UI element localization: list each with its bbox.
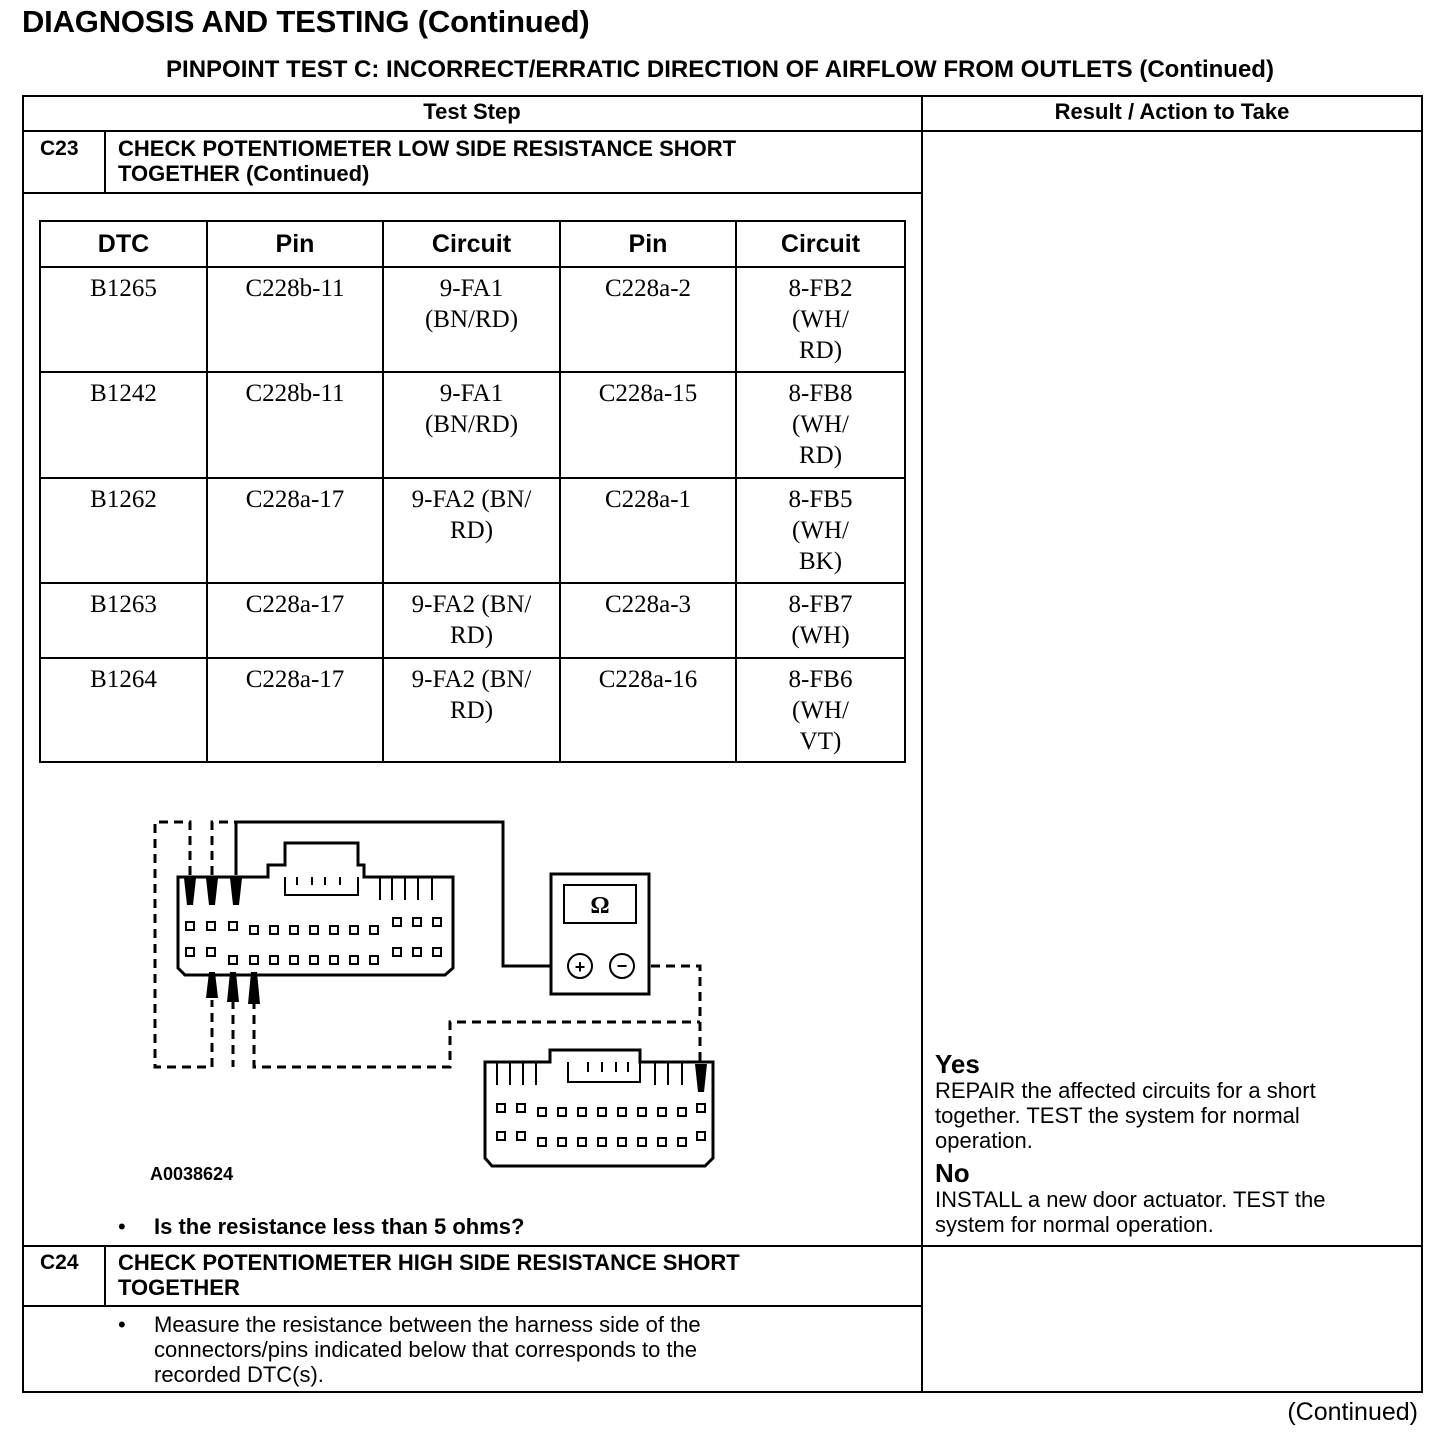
cell-line: B1265 — [90, 275, 157, 302]
c24-instruction — [154, 1312, 701, 1387]
frame-left — [22, 95, 24, 1393]
c23-bullet: • — [118, 1214, 126, 1239]
cell-circuit-a — [383, 372, 560, 478]
c24-top — [22, 1245, 1423, 1247]
cell-dtc — [40, 267, 207, 372]
c23-id-divider — [104, 130, 106, 193]
continued-footer: (Continued) — [1287, 1398, 1418, 1426]
cell-line: 8-FB8 — [788, 380, 853, 407]
cell-pin-a — [207, 478, 383, 583]
page-subtitle: PINPOINT TEST C: INCORRECT/ERRATIC DIRECTION OF AIRFLOW FROM OUTLETS (Continued) — [166, 56, 1274, 83]
c23-result — [935, 1050, 1326, 1237]
yes-line3: operation. — [935, 1128, 1033, 1153]
cell-circuit-a — [383, 583, 560, 658]
cell-circuit-b — [736, 372, 905, 478]
table-row — [40, 478, 905, 583]
frame-header-bottom — [22, 130, 1423, 132]
cell-line: 8-FB7 — [788, 591, 853, 618]
cell-dtc — [40, 658, 207, 762]
c23-title-bottom — [22, 192, 923, 194]
cell-line: C228a-17 — [245, 486, 345, 513]
cell-line: C228b-11 — [245, 380, 345, 407]
cell-dtc — [40, 478, 207, 583]
column-divider — [921, 95, 923, 1393]
col-header-circuit-a: Circuit — [383, 221, 560, 267]
cell-line: B1242 — [90, 380, 157, 407]
cell-line: VT) — [799, 728, 842, 755]
yes-label: Yes — [935, 1049, 980, 1079]
cell-line: C228a-3 — [604, 591, 692, 618]
c24-step-id: C24 — [40, 1251, 79, 1274]
table-row — [40, 267, 905, 372]
cell-line: 8-FB6 — [788, 666, 853, 693]
cell-dtc — [40, 372, 207, 478]
ohm-symbol: Ω — [590, 893, 610, 919]
connector-test-diagram — [130, 800, 750, 1180]
c24-text-line1: Measure the resistance between the harness side of the — [154, 1312, 701, 1337]
plus-terminal-label: + — [574, 957, 586, 977]
cell-line: (WH) — [791, 622, 850, 649]
cell-pin-b — [560, 478, 736, 583]
cell-line: RD) — [798, 337, 843, 364]
cell-circuit-b — [736, 267, 905, 372]
c23-step-title — [118, 136, 736, 186]
cell-line: 9-FA2 (BN/ — [411, 591, 532, 618]
frame-right — [1421, 95, 1423, 1393]
cell-pin-b — [560, 267, 736, 372]
table-row — [40, 583, 905, 658]
no-label: No — [935, 1158, 970, 1188]
table-row — [40, 658, 905, 762]
header-test-step: Test Step — [423, 99, 521, 124]
cell-line: 9-FA1 — [439, 380, 504, 407]
yes-line2: together. TEST the system for normal — [935, 1103, 1300, 1128]
c24-bullet: • — [118, 1312, 126, 1337]
cell-line: (WH/ — [792, 411, 849, 438]
dtc-table-header-row — [40, 221, 905, 267]
cell-dtc — [40, 583, 207, 658]
table-row — [40, 372, 905, 478]
cell-line: BK) — [798, 548, 843, 575]
page-title: DIAGNOSIS AND TESTING (Continued) — [22, 4, 590, 39]
c23-title-line1: CHECK POTENTIOMETER LOW SIDE RESISTANCE SHORT — [118, 136, 737, 161]
c24-id-divider — [104, 1245, 106, 1306]
c24-text-line2: connectors/pins indicated below that corresponds to the — [154, 1337, 697, 1362]
cell-line: B1263 — [90, 591, 157, 618]
cell-circuit-b — [736, 658, 905, 762]
cell-pin-b — [560, 372, 736, 478]
frame-bottom — [22, 1391, 1423, 1393]
cell-line: RD) — [798, 442, 843, 469]
no-line2: system for normal operation. — [935, 1212, 1214, 1237]
c24-title-bottom — [22, 1305, 923, 1307]
c24-title-line1: CHECK POTENTIOMETER HIGH SIDE RESISTANCE SHORT — [118, 1250, 740, 1275]
header-result: Result / Action to Take — [1054, 99, 1290, 124]
cell-line: C228a-17 — [245, 666, 345, 693]
c24-text-line3: recorded DTC(s). — [154, 1362, 324, 1387]
figure-id: A0038624 — [150, 1164, 234, 1184]
col-header-pin-b: Pin — [560, 221, 736, 267]
cell-line: B1262 — [90, 486, 157, 513]
no-line1: INSTALL a new door actuator. TEST the — [935, 1187, 1326, 1212]
c24-title-line2: TOGETHER — [118, 1275, 240, 1300]
dtc-table — [39, 220, 906, 763]
cell-line: (WH/ — [792, 306, 849, 333]
c23-question: Is the resistance less than 5 ohms? — [154, 1214, 525, 1239]
c24-step-title — [118, 1250, 740, 1300]
cell-line: C228a-1 — [604, 486, 692, 513]
cell-line: C228a-17 — [245, 591, 345, 618]
frame-top — [22, 95, 1423, 97]
cell-circuit-a — [383, 658, 560, 762]
cell-line: (BN/RD) — [424, 411, 519, 438]
cell-pin-a — [207, 372, 383, 478]
minus-terminal-label: − — [616, 956, 628, 976]
yes-line1: REPAIR the affected circuits for a short — [935, 1078, 1316, 1103]
col-header-circuit-b: Circuit — [736, 221, 905, 267]
c23-title-line2: TOGETHER (Continued) — [118, 161, 370, 186]
cell-line: C228b-11 — [245, 275, 345, 302]
cell-line: C228a-2 — [604, 275, 692, 302]
cell-line: B1264 — [90, 666, 157, 693]
cell-line: 8-FB2 — [788, 275, 853, 302]
cell-line: 8-FB5 — [788, 486, 853, 513]
probe-loop-mid — [212, 822, 236, 875]
cell-circuit-b — [736, 478, 905, 583]
cell-line: C228a-16 — [598, 666, 698, 693]
ohmmeter — [551, 874, 649, 994]
cell-line: RD) — [449, 697, 494, 724]
cell-line: 9-FA1 — [439, 275, 504, 302]
cell-pin-a — [207, 583, 383, 658]
cell-circuit-a — [383, 478, 560, 583]
cell-line: (BN/RD) — [424, 306, 519, 333]
cell-pin-a — [207, 658, 383, 762]
cell-line: (WH/ — [792, 517, 849, 544]
cell-pin-b — [560, 583, 736, 658]
col-header-dtc: DTC — [40, 221, 207, 267]
cell-circuit-a — [383, 267, 560, 372]
cell-circuit-b — [736, 583, 905, 658]
cell-line: (WH/ — [792, 697, 849, 724]
cell-line: RD) — [449, 517, 494, 544]
cell-line: C228a-15 — [598, 380, 698, 407]
cell-line: RD) — [449, 622, 494, 649]
col-header-pin-a: Pin — [207, 221, 383, 267]
c23-step-id: C23 — [40, 137, 79, 160]
cell-pin-b — [560, 658, 736, 762]
cell-pin-a — [207, 267, 383, 372]
cell-line: 9-FA2 (BN/ — [411, 666, 532, 693]
cell-line: 9-FA2 (BN/ — [411, 486, 532, 513]
